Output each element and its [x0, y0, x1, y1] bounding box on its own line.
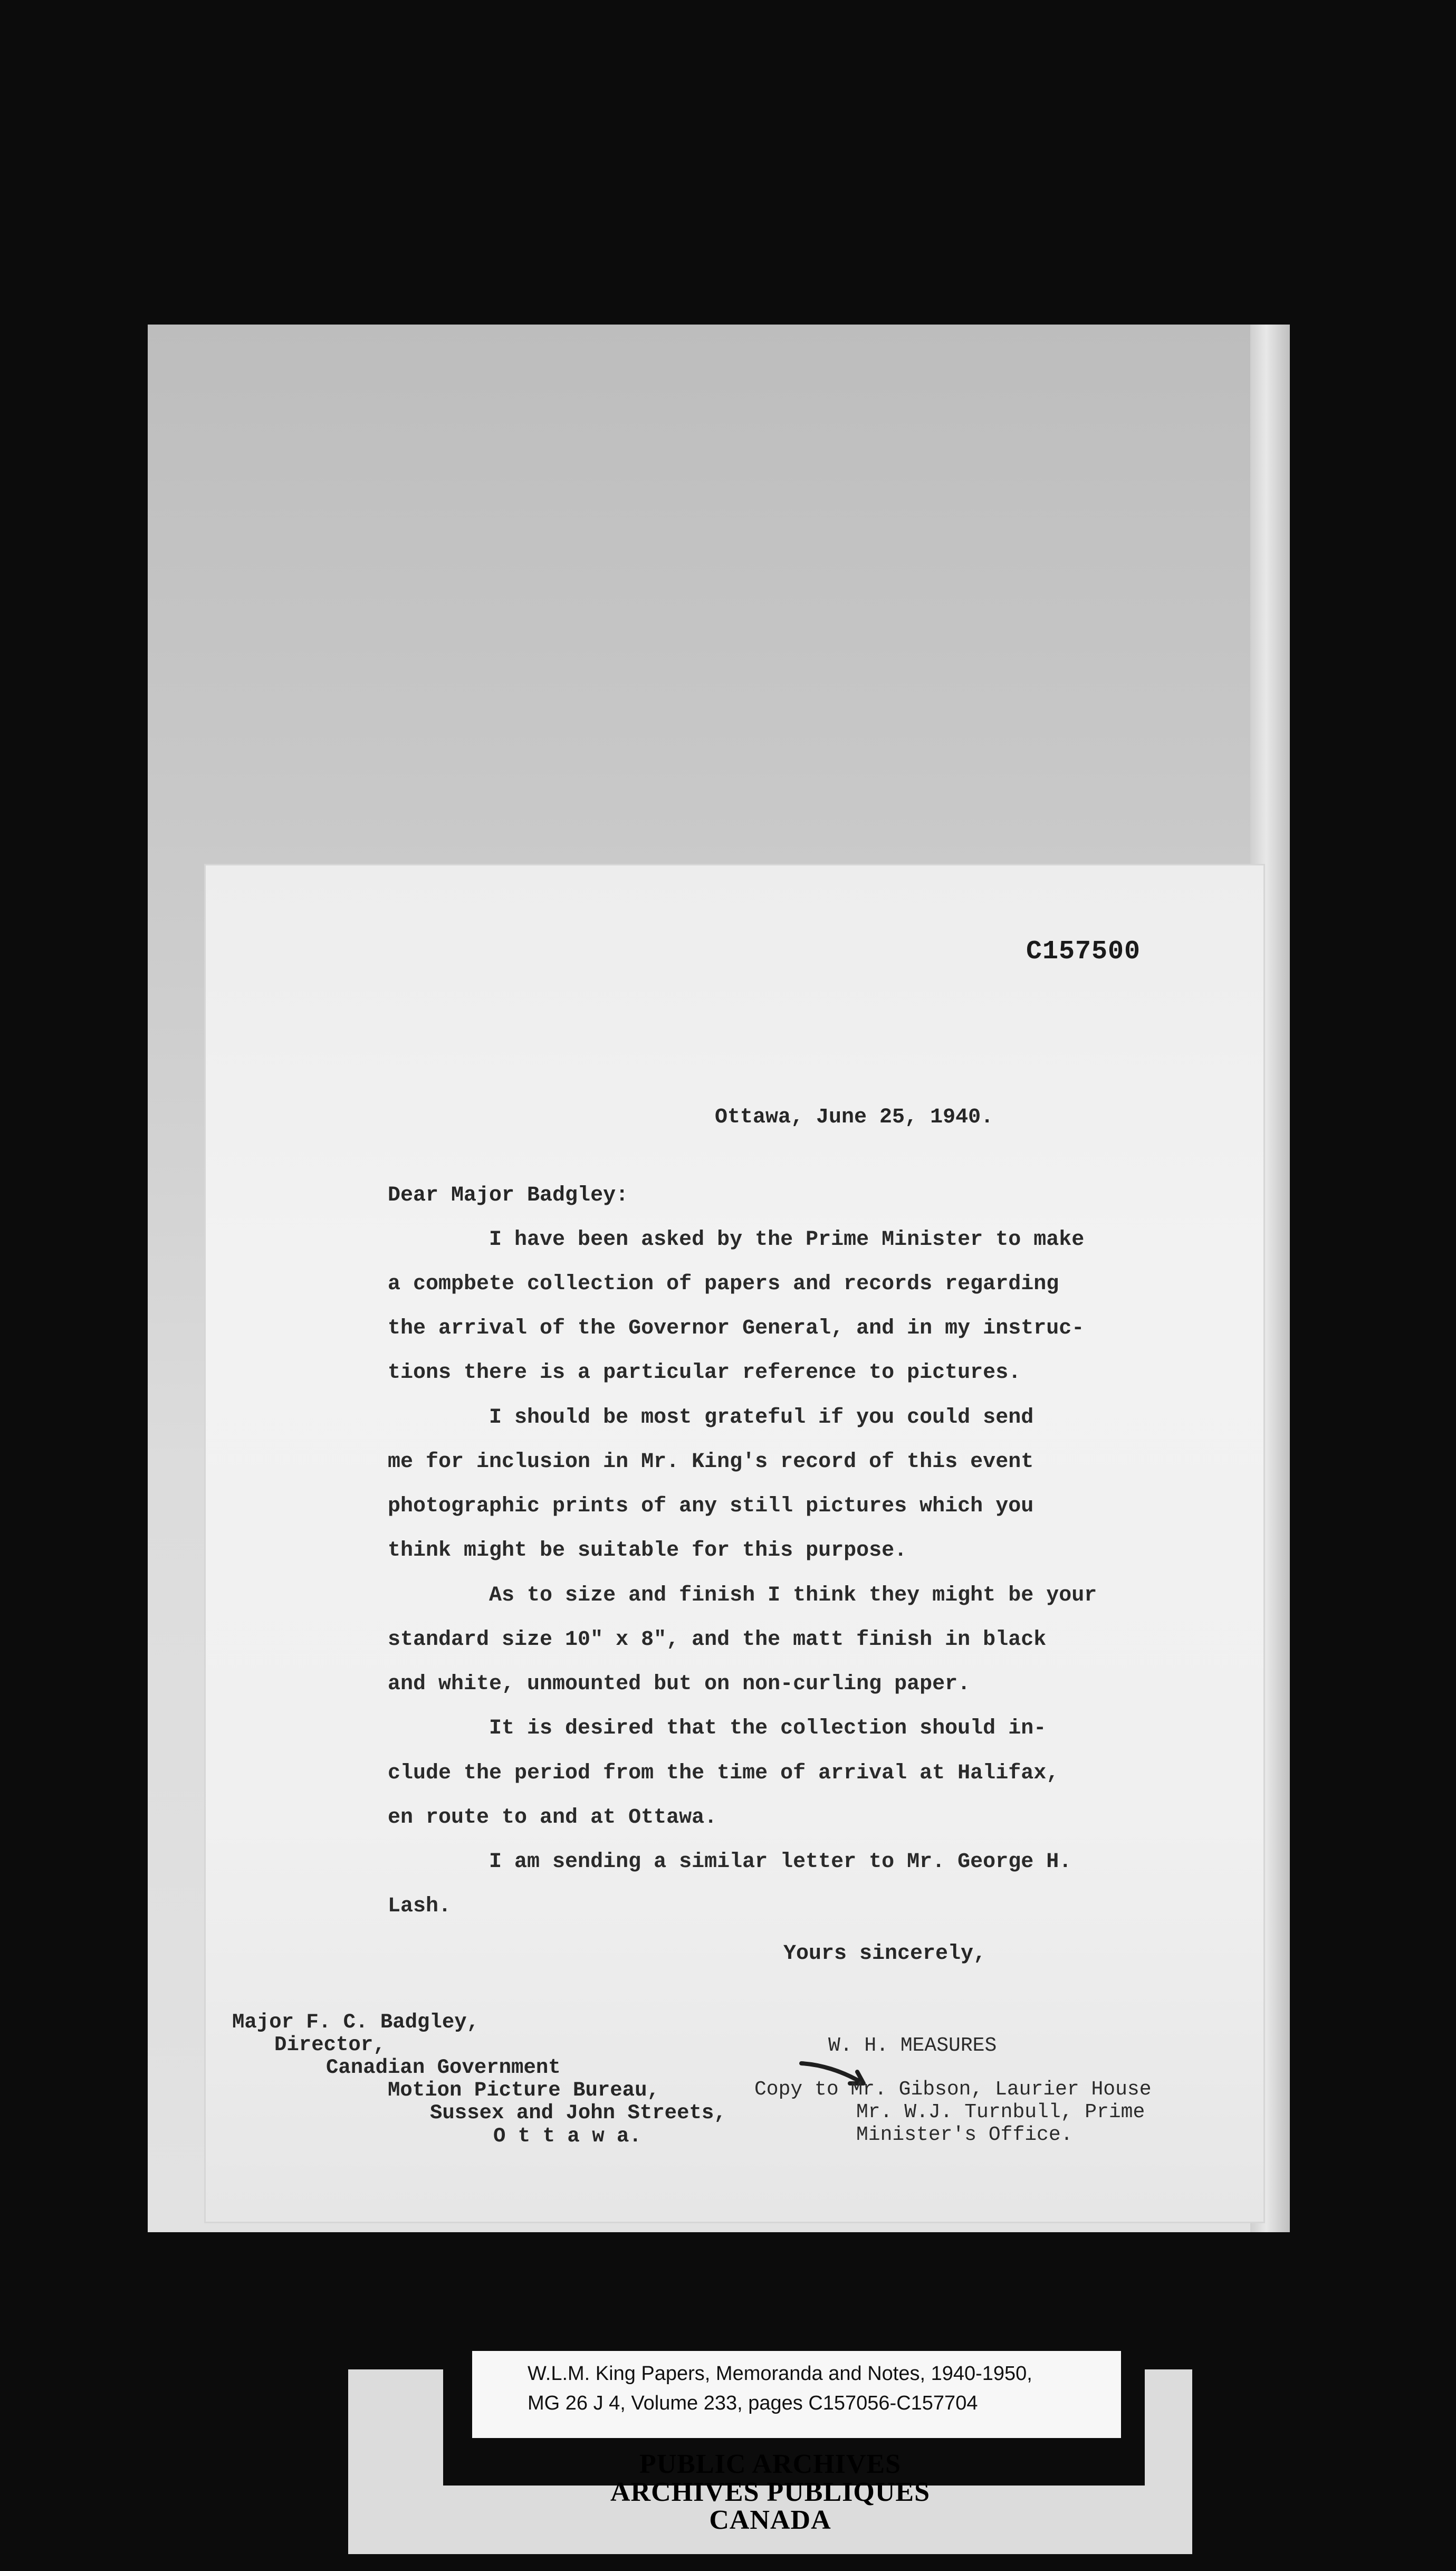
address-line: Canadian Government: [326, 2056, 561, 2079]
copy-line: Minister's Office.: [856, 2124, 1073, 2146]
stamp-line: CANADA: [709, 2505, 831, 2535]
archive-label: [472, 2351, 1121, 2438]
document-number: C157500: [1026, 937, 1141, 967]
body-line: I should be most grateful if you could send: [388, 1406, 1034, 1430]
letter-salutation: Dear Major Badgley:: [388, 1184, 629, 1207]
address-line: Sussex and John Streets,: [430, 2101, 726, 2125]
body-line: tions there is a particular reference to pictures.: [388, 1361, 1021, 1385]
body-line: the arrival of the Governor General, and in my instruc-: [388, 1317, 1085, 1340]
body-line: a compbete collection of papers and records regarding: [388, 1272, 1059, 1296]
copy-line: Mr. W.J. Turnbull, Prime: [856, 2101, 1145, 2124]
address-line: O t t a w a.: [493, 2125, 641, 2148]
address-line: Motion Picture Bureau,: [388, 2079, 659, 2102]
address-line: Major F. C. Badgley,: [232, 2011, 480, 2034]
body-line: me for inclusion in Mr. King's record of this event: [388, 1450, 1034, 1474]
copy-line: Copy to Mr. Gibson, Laurier House: [754, 2078, 1152, 2101]
body-line: en route to and at Ottawa.: [388, 1806, 717, 1830]
signature-name: W. H. MEASURES: [828, 2034, 997, 2057]
body-line: It is desired that the collection should in-: [388, 1717, 1047, 1740]
body-line: Lash.: [388, 1894, 452, 1918]
archive-label-line: W.L.M. King Papers, Memoranda and Notes, 1940-1950,: [528, 2363, 1032, 2385]
body-line: and white, unmounted but on non-curling paper.: [388, 1672, 971, 1696]
body-line: I have been asked by the Prime Minister to make: [388, 1228, 1085, 1252]
body-line: think might be suitable for this purpose.: [388, 1539, 907, 1563]
stamp-line: PUBLIC ARCHIVES: [639, 2449, 902, 2479]
letter-closing: Yours sincerely,: [783, 1942, 986, 1966]
letter-page: [206, 865, 1263, 2222]
address-line: Director,: [274, 2033, 386, 2056]
body-line: As to size and finish I think they might be your: [388, 1584, 1097, 1607]
archive-label-line: MG 26 J 4, Volume 233, pages C157056-C157704: [528, 2392, 978, 2414]
stamp-line: ARCHIVES PUBLIQUES: [610, 2477, 931, 2507]
body-line: standard size 10" x 8", and the matt finish in black: [388, 1628, 1047, 1652]
letter-date: Ottawa, June 25, 1940.: [715, 1106, 994, 1129]
body-line: clude the period from the time of arrival at Halifax,: [388, 1761, 1059, 1785]
body-line: photographic prints of any still pictures which you: [388, 1494, 1034, 1518]
body-line: I am sending a similar letter to Mr. George H.: [388, 1850, 1072, 1874]
